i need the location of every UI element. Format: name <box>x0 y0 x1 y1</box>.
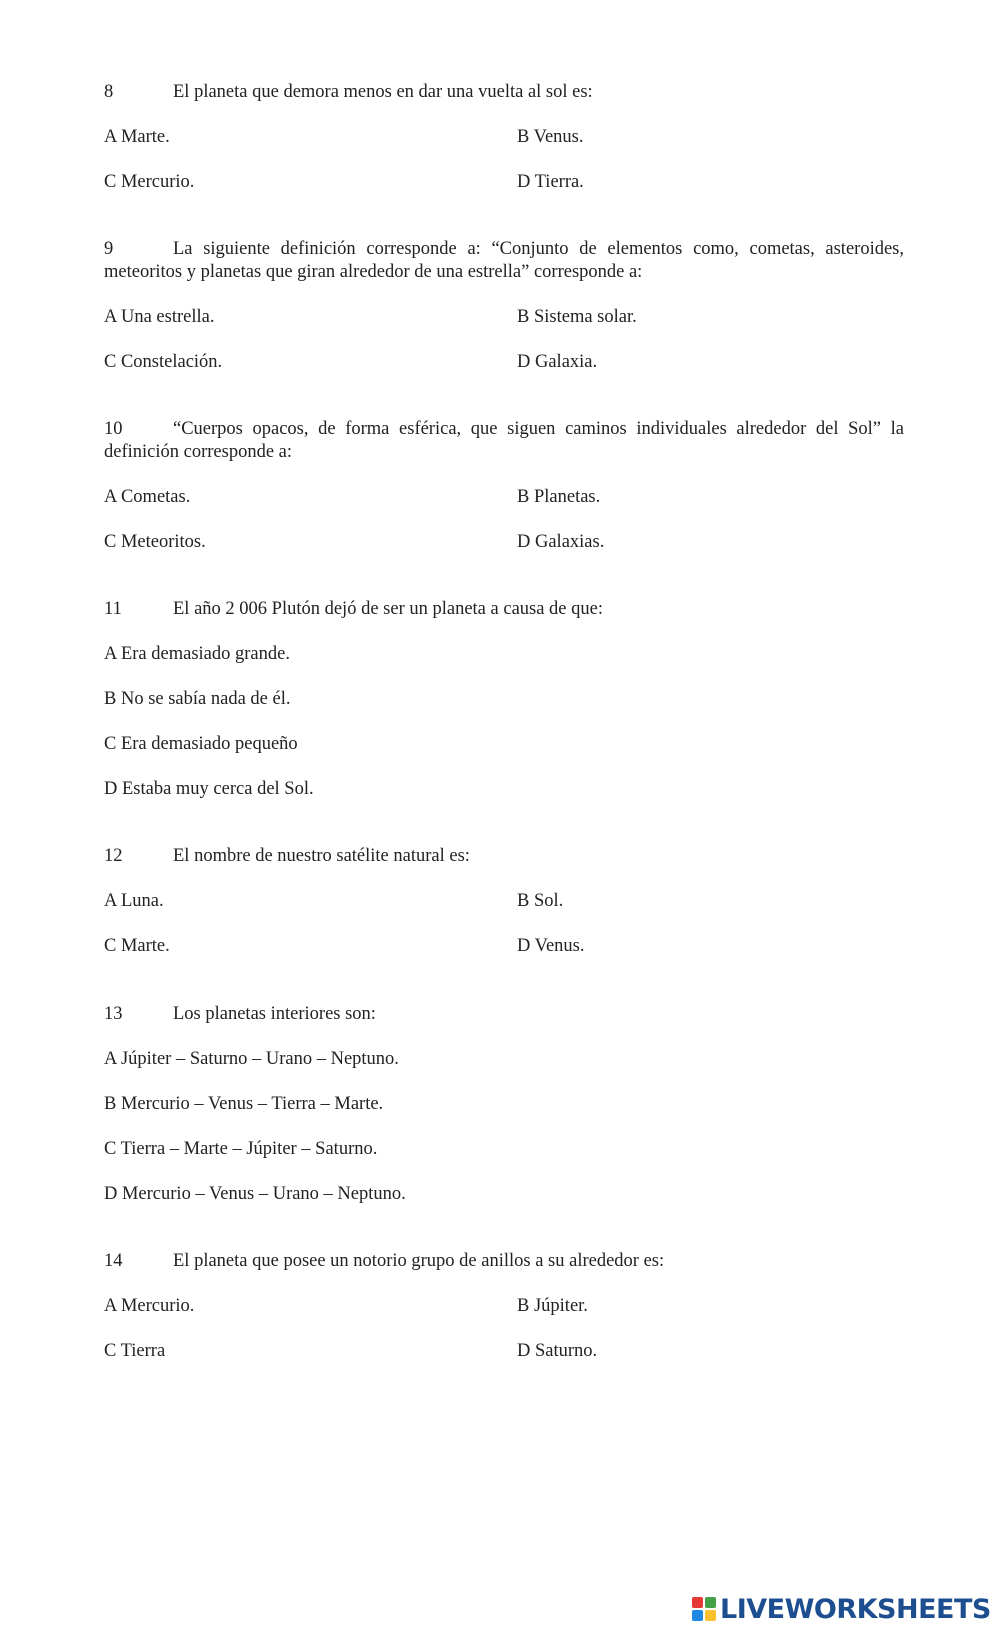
question-number: 12 <box>104 846 123 866</box>
option-a: A Júpiter – Saturno – Urano – Neptuno. <box>104 1049 399 1069</box>
option-d: D Saturno. <box>517 1341 598 1361</box>
question-number: 8 <box>104 82 114 102</box>
option-c: C Constelación. <box>104 352 223 372</box>
logo-square-1 <box>692 1597 703 1608</box>
option-c: C Era demasiado pequeño <box>104 734 298 754</box>
option-c: C Mercurio. <box>104 172 195 192</box>
option-a: A Marte. <box>104 127 170 147</box>
question-text: El planeta que posee un notorio grupo de anillos a su alrededor es: <box>173 1251 665 1271</box>
option-b: B Sistema solar. <box>517 307 637 327</box>
question-8 <box>104 81 904 104</box>
question-11 <box>104 598 904 621</box>
question-text: El nombre de nuestro satélite natural es: <box>173 846 470 866</box>
question-number: 14 <box>104 1251 123 1271</box>
option-a: A Cometas. <box>104 487 191 507</box>
logo-square-2 <box>705 1597 716 1608</box>
option-b: B No se sabía nada de él. <box>104 689 291 709</box>
logo-text: LIVEWORKSHEETS <box>720 1593 991 1625</box>
question-text-line-1: La siguiente definición corresponde a: “Conjunto de elementos como, cometas, asteroides, <box>173 239 904 259</box>
question-12 <box>104 845 904 868</box>
question-9 <box>104 238 904 284</box>
option-c: C Tierra <box>104 1341 166 1361</box>
liveworksheets-logo <box>692 1592 991 1626</box>
option-a: A Mercurio. <box>104 1296 195 1316</box>
option-a: A Una estrella. <box>104 307 215 327</box>
question-13 <box>104 1003 904 1026</box>
logo-square-3 <box>692 1610 703 1621</box>
question-number: 13 <box>104 1004 123 1024</box>
logo-mark-icon <box>692 1597 716 1621</box>
question-text: El planeta que demora menos en dar una vuelta al sol es: <box>173 82 593 102</box>
question-14 <box>104 1250 904 1273</box>
option-b: B Júpiter. <box>517 1296 588 1316</box>
option-b: B Venus. <box>517 127 584 147</box>
option-d: D Estaba muy cerca del Sol. <box>104 779 314 799</box>
question-text: Los planetas interiores son: <box>173 1004 376 1024</box>
option-b: B Sol. <box>517 891 564 911</box>
option-d: D Venus. <box>517 936 585 956</box>
question-number: 10 <box>104 419 123 439</box>
question-text-line-2: definición corresponde a: <box>104 442 293 462</box>
option-c: C Meteoritos. <box>104 532 206 552</box>
option-d: D Mercurio – Venus – Urano – Neptuno. <box>104 1184 406 1204</box>
option-b: B Mercurio – Venus – Tierra – Marte. <box>104 1094 384 1114</box>
question-number: 11 <box>104 599 122 619</box>
question-text-line-1: “Cuerpos opacos, de forma esférica, que siguen caminos individuales alrededor del Sol” la <box>173 419 904 439</box>
option-d: D Tierra. <box>517 172 584 192</box>
question-number: 9 <box>104 239 114 259</box>
question-text: El año 2 006 Plutón dejó de ser un planeta a causa de que: <box>173 599 603 619</box>
option-d: D Galaxias. <box>517 532 605 552</box>
logo-square-4 <box>705 1610 716 1621</box>
option-a: A Luna. <box>104 891 164 911</box>
question-text-line-2: meteoritos y planetas que giran alrededor de una estrella” corresponde a: <box>104 262 643 282</box>
option-c: C Marte. <box>104 936 170 956</box>
option-b: B Planetas. <box>517 487 601 507</box>
option-d: D Galaxia. <box>517 352 598 372</box>
option-c: C Tierra – Marte – Júpiter – Saturno. <box>104 1139 378 1159</box>
question-10 <box>104 418 904 464</box>
option-a: A Era demasiado grande. <box>104 644 290 664</box>
